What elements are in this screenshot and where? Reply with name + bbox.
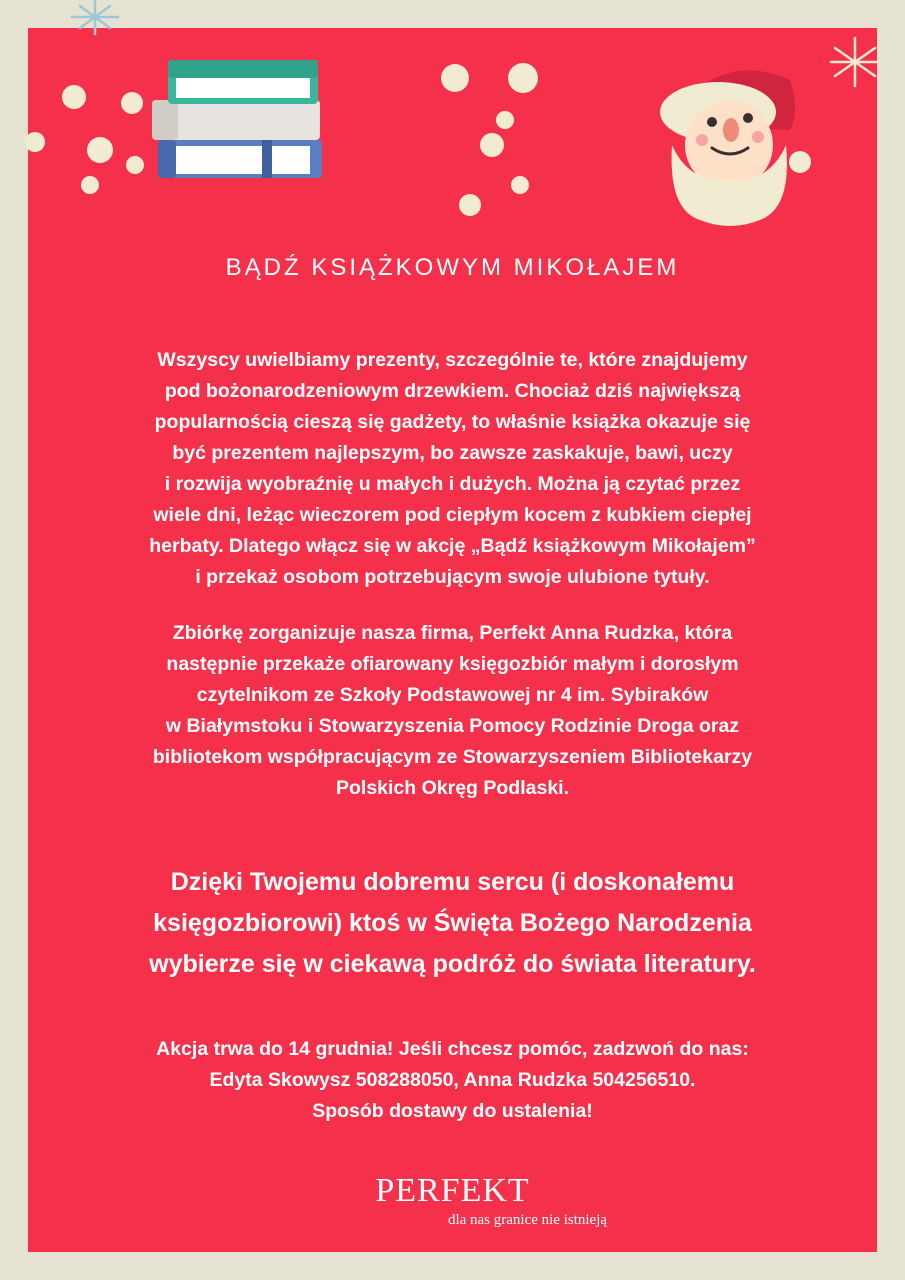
text-line: księgozbiorowi) ktoś w Święta Bożego Narodzenia (153, 909, 752, 937)
page-title: BĄDŹ KSIĄŻKOWYM MIKOŁAJEM (225, 254, 680, 281)
contact-paragraph (52, 1034, 853, 1127)
text-line: Akcja trwa do 14 grudnia! Jeśli chcesz pomóc, zadzwoń do nas: (156, 1038, 749, 1060)
text-line: i przekaż osobom potrzebującym swoje ulubione tytuły. (195, 566, 710, 588)
text-line: w Białymstoku i Stowarzyszenia Pomocy Rodzinie Droga oraz (165, 715, 740, 737)
text-line: herbaty. Dlatego włącz się w akcję „Bądź książkowym Mikołajem” (149, 535, 756, 557)
brand-tagline: dla nas granice nie istnieją (447, 1212, 608, 1228)
text-line: i rozwija wyobraźnię u małych i dużych. Można ją czytać przez (164, 473, 741, 495)
text-line: bibliotekom współpracującym ze Stowarzyszeniem Bibliotekarzy (152, 746, 753, 768)
text-line: Wszyscy uwielbiamy prezenty, szczególnie te, które znajdujemy (157, 349, 748, 371)
highlight-paragraph (40, 862, 865, 985)
intro-paragraph (52, 345, 853, 593)
text-line: następnie przekaże ofiarowany księgozbiór małym i dorosłym (166, 653, 739, 675)
organizer-paragraph (52, 618, 853, 804)
text-line: być prezentem najlepszym, bo zawsze zaskakuje, bawi, uczy (172, 442, 733, 464)
text-line: czytelnikom ze Szkoły Podstawowej nr 4 im. Sybiraków (196, 684, 709, 706)
text-line: Dzięki Twojemu dobremu sercu (i doskonałemu (170, 868, 735, 896)
text-line: Sposób dostawy do ustalenia! (312, 1100, 593, 1122)
text-line: Polskich Okręg Podlaski. (335, 777, 569, 799)
text-line: Edyta Skowysz 508288050, Anna Rudzka 504256510. (209, 1069, 696, 1091)
text-line: wiele dni, leżąc wieczorem pod ciepłym kocem z kubkiem ciepłej (153, 504, 752, 526)
text-line: Zbiórkę zorganizuje nasza firma, Perfekt Anna Rudzka, która (172, 622, 733, 644)
text-line: popularnością cieszą się gadżety, to właśnie książka okazuje się (154, 411, 751, 433)
text-line: pod bożonarodzeniowym drzewkiem. Chociaż dziś największą (164, 380, 741, 402)
brand-logo: PERFEKT (375, 1172, 530, 1209)
text-line: wybierze się w ciekawą podróż do świata literatury. (149, 950, 756, 978)
